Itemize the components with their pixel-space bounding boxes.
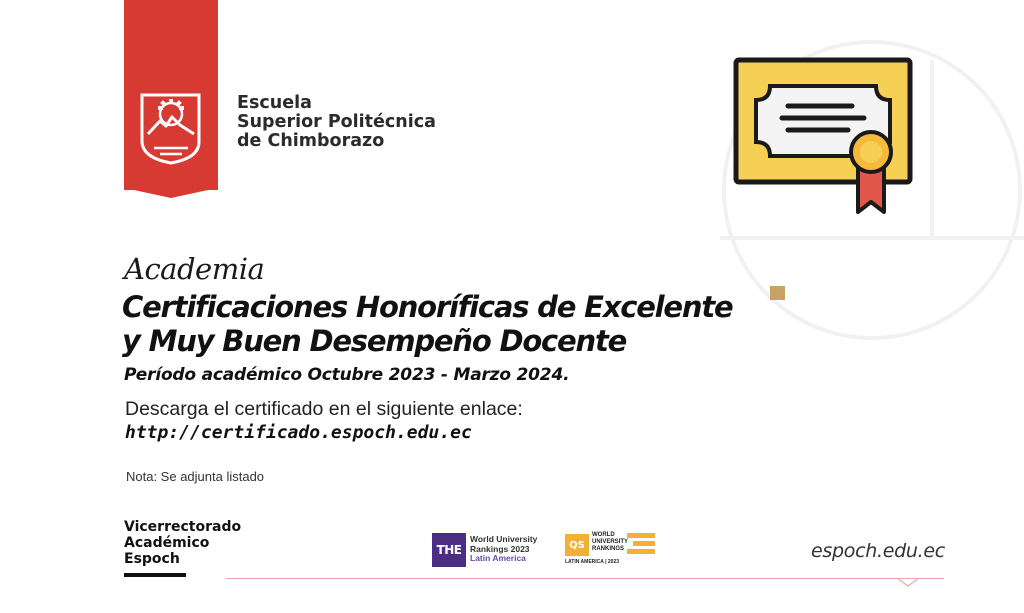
note-text: Nota: Se adjunta listado [126,469,265,484]
vice-line: Vicerrectorado [124,519,242,535]
the-ranking-badge [432,533,547,567]
certificate-link[interactable]: http://certificado.espoch.edu.ec [125,422,472,443]
qs-stripe [627,549,655,554]
qs-logo: QS [565,534,589,556]
vice-line: Espoch [124,551,180,567]
vice-line: Académico [124,535,210,551]
the-ranking-text [470,535,537,564]
title-line: Certificaciones Honoríficas de Excelente [122,290,733,324]
academic-period: Período académico Octubre 2023 - Marzo 2024. [124,365,570,385]
institution-name-line: de Chimborazo [237,131,385,151]
the-line: Latin America [470,553,526,563]
qs-stripe [627,533,655,538]
section-kicker: Academia [124,252,265,286]
qs-ranking-badge [565,531,657,567]
qs-line: WORLD [592,532,615,538]
the-logo: THE [432,533,466,567]
certificate-icon [730,56,916,218]
institution-name-line: Escuela [237,93,312,113]
institution-name [237,94,436,151]
institution-name-line: Superior Politécnica [237,112,436,132]
vice-underline [124,573,186,577]
footer-notch [897,578,919,587]
footer-divider [226,578,944,579]
vice-rectorate-signature [124,519,241,567]
institution-logo [124,0,218,198]
accent-square [770,286,785,300]
qs-line: RANKINGS [592,546,625,552]
decorative-line [720,236,1024,240]
download-instruction: Descarga el certificado en el siguiente enlace: [125,398,523,420]
website-link[interactable]: espoch.edu.ec [811,540,945,562]
qs-ranking-text [592,532,628,553]
page-title [122,290,732,358]
title-line: y Muy Buen Desempeño Docente [122,324,627,358]
decorative-line [930,60,934,240]
qs-stripe [633,541,655,546]
the-line: Rankings 2023 [470,543,530,554]
qs-foot: LATIN AMERICA | 2023 [565,559,619,565]
the-line: World University [470,534,538,544]
qs-line: UNIVERSITY [592,539,629,545]
